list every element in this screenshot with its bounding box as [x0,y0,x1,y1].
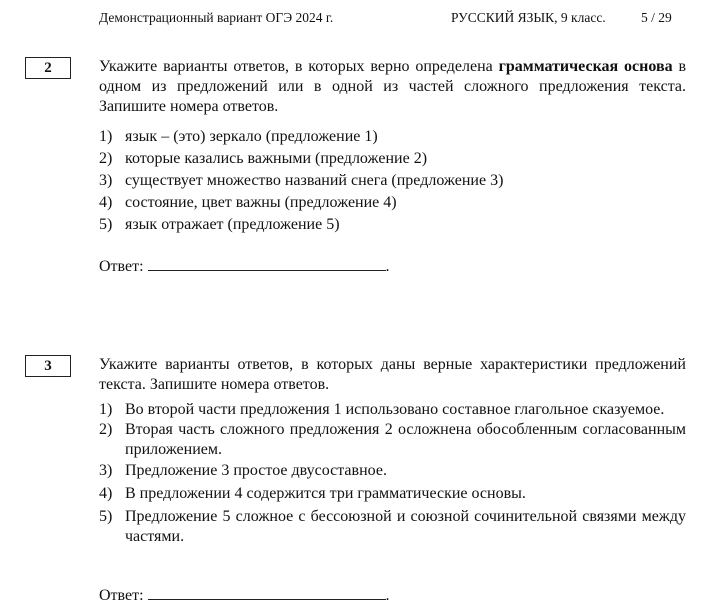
option-text: В предложении 4 содержится три грамматические основы. [125,485,526,502]
option [99,420,686,460]
option-number: 5) [99,508,113,525]
option-text: состояние, цвет важны (предложение 4) [125,194,397,211]
option-number: 1) [99,401,113,418]
answer-line[interactable] [148,256,386,271]
option [99,126,686,148]
answer-period: . [385,587,390,604]
options-list [99,126,686,236]
page-number: 5 / 29 [641,10,672,25]
option-number: 3) [99,172,113,189]
option [99,148,686,170]
task-number-box: 2 [25,57,71,79]
prompt-bold: грамматическая основа [498,58,673,75]
option [99,461,686,481]
option [99,484,686,504]
answer-field[interactable] [99,585,390,605]
option [99,170,686,192]
option-text: Предложение 5 сложное с бессоюзной и союзной сочинительной связями между частями. [125,508,686,545]
answer-field[interactable] [99,256,390,276]
answer-label: Ответ: [99,587,144,604]
option-number: 4) [99,194,113,211]
header-left: Демонстрационный вариант ОГЭ 2024 г. [99,10,334,25]
answer-label: Ответ: [99,258,144,275]
option-number: 1) [99,128,113,145]
option-text: Вторая часть сложного предложения 2 осложнена обособленным согласованным приложением. [125,421,686,458]
option [99,507,686,547]
options-list [99,400,686,547]
prompt-text: в одном из предложений или в одной из частей сложного предложения текста. Запишите номера ответов. [99,58,687,115]
task-prompt [99,57,686,117]
option-number: 2) [99,150,113,167]
option-text: Во второй части предложения 1 использовано составное глагольное сказуемое. [125,401,665,418]
option-number: 2) [99,421,113,438]
option-number: 5) [99,216,113,233]
option-number: 3) [99,462,113,479]
option [99,214,686,236]
option-text: Предложение 3 простое двусоставное. [125,462,387,479]
answer-line[interactable] [148,585,386,600]
option-text: язык – (это) зеркало (предложение 1) [125,128,378,145]
option [99,192,686,214]
option-text: язык отражает (предложение 5) [125,216,340,233]
header-subject: РУССКИЙ ЯЗЫК, 9 класс. [451,10,606,25]
option-text: которые казались важными (предложение 2) [125,150,428,167]
option-number: 4) [99,485,113,502]
option [99,400,686,420]
answer-period: . [385,258,390,275]
prompt-text: Укажите варианты ответов, в которых верно определена [99,58,499,75]
option-text: существует множество названий снега (предложение 3) [125,172,504,189]
task-prompt: Укажите варианты ответов, в которых даны верные характеристики предложений текста. Запишите номера ответов. [99,356,686,393]
task-number-box: 3 [25,355,71,377]
